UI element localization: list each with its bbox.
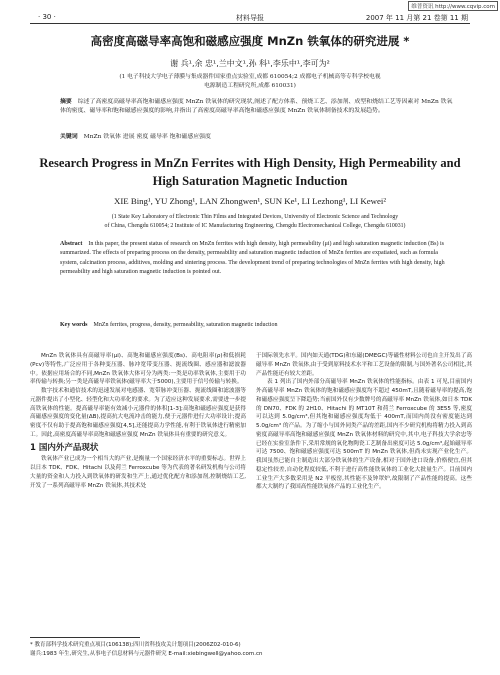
footnote-author: 谢兵:1983 年生,研究生,从事电子信息材料与元器件研究 E-mail:xiebingwell@yahoo.com.cn (30, 650, 263, 657)
affiliation-en-line-1: (1 State Key Laboratory of Electronic Thin Films and Integrated Devices, University of Electronic Science and Technology (111, 214, 399, 220)
issue-info: 2007 年 11 月第 21 卷第 11 期 (365, 14, 468, 22)
keywords-en-label: Key words (60, 322, 88, 328)
abstract-cn (60, 98, 455, 117)
keywords-cn-label: 关键词 (60, 134, 78, 140)
keywords-en-text: MnZn ferrites, progress, density, permeability, saturation magnetic induction (93, 322, 278, 328)
watermark: 维普资讯 http://www.cqvip.com (408, 1, 498, 11)
abstract-en-text: In this paper, the present status of research on MnZn ferrites with high density, high permeability (μi) and high saturation magnetic induction (Bs) is summarized. The effects of preparing process on the density, permeability and saturation magnetic induction of MnZn ferrites are expatiated, such as formula system, calcination process, additives, molding and sintering process. The development trend of preparing technologies of MnZn ferrites with high density, high permeability and high saturation magnetic induction is pointed out. (60, 241, 445, 276)
paper-title-en-line-2: High Saturation Magnetic Induction (152, 174, 348, 188)
abstract-cn-label: 摘要 (60, 99, 72, 105)
body-paragraph: MnZn 铁氧体具有高磁导率(μi)、高饱和磁感应强度(Bs)、高电阻率(ρ)和低损耗(Pcv)等特性,广泛应用于各种变压器、脉冲宽带变压器、扼流线圈、感应器和滤波器中。依据应用场合的不同,MnZn 铁氧体大体可分为两类:一类是功率铁氧体,主要用于功率传输与转换;另一类是高磁导率铁氧体(磁导率大于5000),主要用于信号传输与转换。 (30, 353, 246, 386)
keywords-en (60, 321, 455, 330)
body-paragraph: 数字技术和通信技术的迅速发展对电感器、宽带脉冲变压器、扼流线圈和滤波器等元器件提出了小型化、轻型化和大功率化的要求。为了适应这种发展要求,需要进一步提高铁氧体的性能。提高磁导率能有效减小元器件的体积[1-3];高饱和磁感应强度是获得高磁感应强度的变化量(ΔB),提高抗大电流冲击的能力,便于元器件进行大功率设计;提高密度不仅有助于提高饱和磁感应强度[4,5],还能提高力学性能,有利于铁氧体进行精密加工。因此,高密度高磁导率高饱和磁感应强度 MnZn 铁氧体具有重要的研究意义。 (30, 388, 246, 438)
body-paragraph: 铁氧体产业已成为一个相当大的产业,是衡量一个国家经济水平的重要标志。世界上以日本 TDK、FDK、Hitachi 以及荷兰 Ferroxcube 等为代表的著名研发机构与公司将大量的资金和人力投入到铁氧体的研发和生产上,通过优化配方和添加剂,控制烧结工艺,开发了一系列高磁导率 MnZn 铁氧体,其技术处 (30, 456, 246, 489)
keywords-cn-text: MnZn 铁氧体 进展 密度 磁导率 饱和磁感应强度 (83, 134, 211, 140)
affiliation-en (60, 213, 450, 230)
journal-name: 材料导报 (236, 14, 264, 22)
body-right-column (256, 352, 472, 492)
body-left-column (30, 352, 246, 490)
keywords-cn (60, 133, 455, 142)
section-heading-1: 1 国内外产品现状 (30, 442, 99, 453)
abstract-en (60, 240, 455, 278)
body-paragraph: 表 1 列出了国内外部分高磁导率 MnZn 铁氧体的性能指标。由表 1 可见,目前国内外高磁导率 MnZn 铁氧体的饱和磁感应强度均不超过 450mT,且随着磁导率的提高,饱和磁感应强度呈下降趋势;当前国外仅有少数牌号的高磁导率 MnZn 铁氧体,如日本 TDK 的 DN70、FDK 的 2H10、Hitachi 的 MT10T 和荷兰 Ferroxcube 的 3E55 等,密度可以达到 5.0g/cm³,但其饱和磁感应强度均低于 400mT,而国内尚没有密度能达到 5.0g/cm³ 的产品。为了缩小与国外同类产品的差距,国内不少研究机构将精力投入到高密度高磁导率高饱和磁感应强度 MnZn 铁氧体材料的研究中,其中,电子科技大学余忠等已经在实验室条件下,采用常规的氧化物陶瓷工艺制备出密度可达 5.0g/cm³,起始磁导率可达 7500、饱和磁感应强度可达 500mT 的 MnZn 铁氧体,但尚未实现产业化生产。我国虽然已能自主制造出大部分铁氧体的生产设备,相对于国外进口设备,价格便宜,但其稳定性较差,自动化程度较低,不利于进行高性能铁氧体的工业化大批量生产。目前国内工业生产大多数采用是 N2 平板窑,其性能不及钟罩炉,故限制了产品性能的提高。这些都大大制约了我国高性能铁氧体产品的工业化生产。 (256, 379, 472, 491)
paper-title-en (0, 154, 500, 190)
footnote-funding: * 教育部科学技术研究重点项目(106138);四川省科技攻关计划项目(2006Z02-010-6) (30, 642, 241, 648)
paper-title-cn: 高密度高磁导率高饱和磁感应强度 MnZn 铁氧体的研究进展 * (90, 34, 410, 48)
affiliation-en-line-2: of China, Chengdu 610054; 2 Institute of IC Manufacturing Engineering, Chengdu Electromechanical College, Chengdu 610031) (104, 222, 406, 229)
paper-title-en-line-1: Research Progress in MnZn Ferrites with High Density, High Permeability and (39, 156, 461, 170)
affiliation-cn-line-2: 电源制造工程研究所,成都 610031) (204, 83, 296, 89)
footnote-rule (30, 637, 140, 638)
abstract-en-label: Abstract (60, 241, 83, 247)
footnotes (30, 641, 470, 658)
page-number: · 30 · (38, 13, 56, 21)
header-rule (30, 23, 470, 24)
authors-en: XIE Bing¹, YU Zhong¹, LAN Zhongwen¹, SUN Ke¹, LI Lezhong¹, LI Kewei² (113, 196, 387, 206)
abstract-cn-text: 综述了高密度高磁导率高饱和磁感应强度 MnZn 铁氧体的研究现状,阐述了配方体系、预烧工艺、添加剂、成型和烧结工艺等因素对 MnZn 铁氧体的密度、磁导率和饱和磁感应强度的影响,并指出了高密度高磁导率高饱和磁感应强度 MnZn 铁氧体制备技术的发展趋势。 (60, 99, 453, 115)
body-paragraph: 于国际领先水平。国内如天通(TDG)和东磁(DMEGC)等磁性材料公司也自主开发出了高磁导率 MnZn 铁氧体,由于受到原料技术水平和工艺设备的限制,与国外著名公司相比,其产品性能还有较大差距。 (256, 353, 472, 377)
affiliation-cn-line-1: (1 电子科技大学电子薄膜与集成器件国家重点实验室,成都 610054;2 成都电子机械高等专科学校电视 (119, 74, 381, 80)
authors-cn: 谢 兵¹,余 忠¹,兰中文¹,孙 科¹,李乐中¹,李可为² (170, 59, 330, 68)
